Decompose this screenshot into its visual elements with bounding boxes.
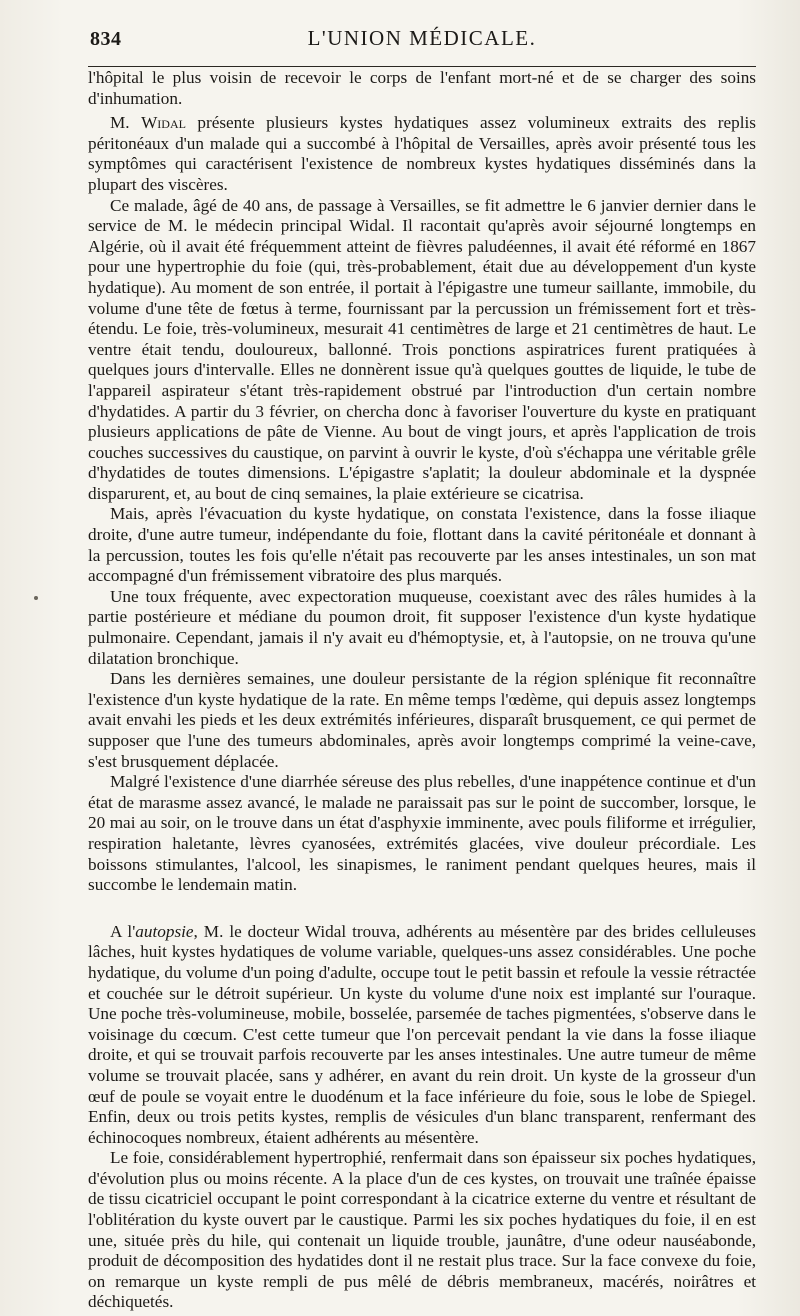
page-header	[88, 18, 756, 67]
paragraph-8-lead: A l'	[110, 921, 136, 941]
margin-dot	[34, 596, 38, 600]
paragraph-1: l'hôpital le plus voisin de recevoir le corps de l'enfant mort-né et de se charger des soins d'inhumation.	[88, 68, 756, 108]
paragraph-6: Dans les dernières semaines, une douleur persistante de la région splénique fit reconnaître l'existence d'un kyste hydatique de la rate. En même temps l'œdème, qui depuis assez longtemps avait envahi les pieds et les deux extrémités inférieures, disparaît brusquement, ce qui permet de supposer que l'une des tumeurs abdominales, après avoir longtemps comprimé la veine-cave, s'est brusquement déplacée.	[88, 669, 756, 771]
running-title: L'UNION MÉDICALE.	[307, 26, 537, 50]
paragraph-2-lead: M.	[110, 113, 142, 133]
paragraph-3: Ce malade, âgé de 40 ans, de passage à Versailles, se fit admettre le 6 janvier dernier dans le service de M. le médecin principal Widal. Il racontait qu'après avoir séjourné longtemps en Algérie, où il avait été fréquemment atteint de fièvres paludéennes, il avait été réformé en 1867 pour une hypertrophie du foie (qui, très-probablement, était due au développement d'un kyste hydatique). Au moment de son entrée, il portait à l'épigastre une tumeur saillante, immobile, du volume d'une tête de fœtus à terme, fournissant par la percussion un frémissement fort et très-étendu. Le foie, très-volumineux, mesurait 41 centimètres de large et 21 centimètres de haut. Le ventre était tendu, douloureux, ballonné. Trois ponctions aspiratrices furent pratiquées à quelques jours d'intervalle. Elles ne donnèrent issue qu'à quelques gouttes de liquide, le tube de l'appareil aspirateur s'étant très-rapidement obstrué par l'introduction d'un certain nombre d'hydatides. A partir du 3 février, on chercha donc à favoriser l'ouverture du kyste en pratiquant plusieurs applications de pâte de Vienne. Au bout de vingt jours, et après l'application de trois couches successives du caustique, on parvint à ouvrir le kyste, d'où s'échappa une véritable grêle d'hydatides de toutes dimensions. L'épigastre s'aplatit; la douleur abdominale et la dyspnée disparurent, et, au bout de cinq semaines, la plaie extérieure se cicatrisa.	[88, 195, 756, 503]
article-body	[88, 68, 756, 1313]
paragraph-2-text: présente plusieurs kystes hydatiques assez volumineux extraits des replis péritonéaux d'un malade qui a succombé à l'hôpital de Versailles, après avoir présenté tous les symptômes qui caractérisent l'existence de nombreux kystes hydatiques disséminés dans la plupart des viscères.	[88, 113, 756, 194]
paragraph-8-text: , M. le docteur Widal trouva, adhérents au mésentère par des brides celluleuses lâches, huit kystes hydatiques de volume variable, quelques-uns assez considérables. Une poche hydatique, du volume d'un poing d'adulte, occupe tout le petit bassin et refoule la vessie rétractée et couchée sur le détroit supérieur. Un kyste du volume d'une noix est implanté sur l'ouraque. Une poche très-volumineuse, mobile, bosselée, parsemée de taches pigmentées, s'observe dans le voisinage du cœcum. C'est cette tumeur que l'on percevait pendant la vie dans la fosse iliaque droite, et qui se trouvait parfois recouverte par les anses intestinales. Une autre tumeur de même volume se trouvait placée, sans y adhérer, en avant du rein droit. Un kyste de la grosseur d'un œuf de poule se voyait entre le duodénum et la face inférieure du foie, sous le lobe de Spiegel. Enfin, deux ou trois petits kystes, remplis de vésicules d'un blanc transparent, renfermant des échinocoques nombreux, étaient adhérents au mésentère.	[88, 921, 756, 1147]
paragraph-5: Une toux fréquente, avec expectoration muqueuse, coexistant avec des râles humides à la partie postérieure et médiane du poumon droit, fit supposer l'existence d'un kyste hydatique pulmonaire. Cependant, jamais il n'y avait eu d'hémoptysie, et, à l'autopsie, on ne trouva qu'une dilatation bronchique.	[88, 586, 756, 668]
paragraph-8	[88, 922, 756, 1149]
autopsy-italic: autopsie	[135, 921, 194, 941]
page-number: 834	[90, 28, 122, 50]
author-name-widal: Widal	[141, 113, 186, 133]
paragraph-4: Mais, après l'évacuation du kyste hydatique, on constata l'existence, dans la fosse iliaque droite, d'une autre tumeur, indépendante du foie, flottant dans la cavité péritonéale et donnant à la percussion, toutes les fois qu'elle n'était pas recouverte par les anses intestinales, un son mat accompagné d'un frémissement vibratoire des plus marqués.	[88, 504, 756, 586]
paragraph-7: Malgré l'existence d'une diarrhée séreuse des plus rebelles, d'une inappétence continue et d'un état de marasme assez avancé, le malade ne paraissait pas sur le point de succomber, lorsque, le 20 mai au soir, on le trouve dans un état d'asphyxie imminente, avec pouls filiforme et irrégulier, respiration haletante, lèvres cyanosées, extrémités glacées, vive douleur précordiale. Les boissons stimulantes, l'alcool, les sinapismes, le raniment pendant quelques heures, mais il succombe le lendemain matin.	[88, 772, 756, 895]
paragraph-9: Le foie, considérablement hypertrophié, renfermait dans son épaisseur six poches hydatiques, d'évolution plus ou moins récente. A la place d'un de ces kystes, on trouvait une traînée épaisse de tissu cicatriciel occupant le point correspondant à la cicatrice externe du ventre et résultant de l'oblitération du kyste ouvert par le caustique. Parmi les six poches hydatiques du foie, il en est une, située près du hile, qui contenait un liquide trouble, jaunâtre, d'une odeur nauséabonde, produit de décomposition des hydatides dont il ne restait plus trace. Sur la face convexe du foie, on remarque un kyste rempli de pus mêlé de débris membraneux, macérés, noirâtres et déchiquetés.	[88, 1148, 756, 1312]
paragraph-2	[88, 113, 756, 195]
